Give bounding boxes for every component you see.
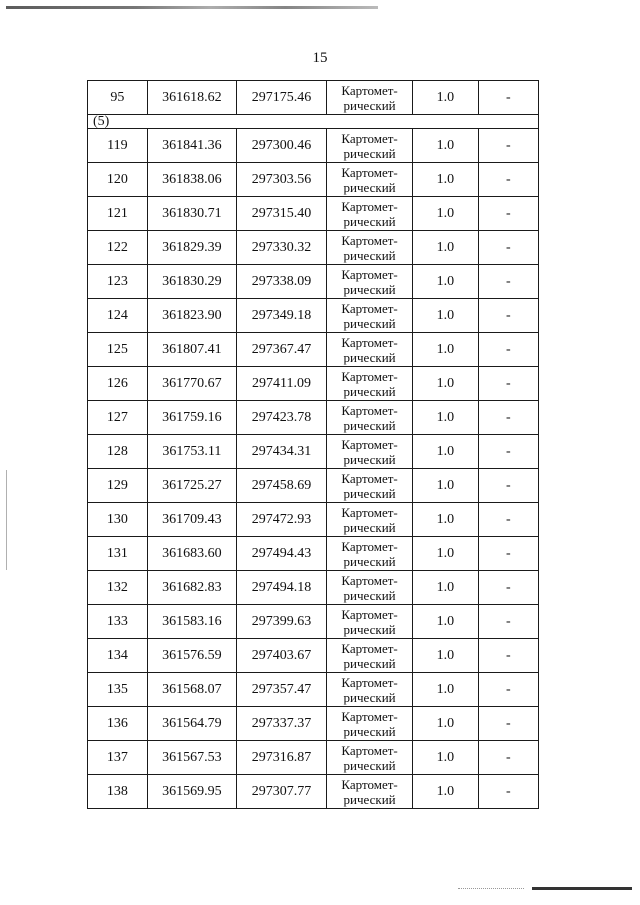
method-text-line-1: Картомет- — [341, 572, 398, 588]
method-text-line-2: рический — [343, 281, 396, 297]
x-coordinate-cell: 361568.07 — [147, 673, 236, 707]
x-coordinate-cell: 361838.06 — [147, 163, 236, 197]
table-row — [88, 639, 539, 673]
x-coordinate-cell: 361830.71 — [147, 197, 236, 231]
method-text-line-2: рический — [343, 315, 396, 331]
description-cell: - — [478, 231, 538, 265]
table-row — [88, 537, 539, 571]
table-row — [88, 299, 539, 333]
point-number-cell: 119 — [88, 129, 148, 163]
x-coordinate-cell: 361841.36 — [147, 129, 236, 163]
point-number-cell: 123 — [88, 265, 148, 299]
y-coordinate-cell: 297315.40 — [236, 197, 326, 231]
table-row — [88, 163, 539, 197]
method-text-line-2: рический — [343, 723, 396, 739]
point-number-cell: 124 — [88, 299, 148, 333]
y-coordinate-cell: 297403.67 — [236, 639, 326, 673]
point-number-cell: 95 — [88, 81, 148, 115]
method-text-line-2: рический — [343, 587, 396, 603]
point-number-cell: 137 — [88, 741, 148, 775]
method-text-line-2: рический — [343, 553, 396, 569]
x-coordinate-cell: 361576.59 — [147, 639, 236, 673]
method-text-line-1: Картомет- — [341, 470, 398, 486]
page-number: 15 — [312, 50, 328, 66]
description-cell: - — [478, 775, 538, 809]
method-text-line-1: Картомет- — [341, 674, 398, 690]
table-row — [88, 707, 539, 741]
method-text-line-2: рический — [343, 451, 396, 467]
accuracy-cell: 1.0 — [413, 367, 479, 401]
x-coordinate-cell: 361830.29 — [147, 265, 236, 299]
method-text-line-1: Картомет- — [341, 198, 398, 214]
y-coordinate-cell: 297494.43 — [236, 537, 326, 571]
description-cell: - — [478, 741, 538, 775]
method-text-line-2: рический — [343, 179, 396, 195]
description-cell: - — [478, 367, 538, 401]
method-cell — [327, 673, 413, 707]
accuracy-cell: 1.0 — [413, 197, 479, 231]
accuracy-cell: 1.0 — [413, 775, 479, 809]
method-cell — [327, 503, 413, 537]
point-number-cell: 126 — [88, 367, 148, 401]
description-cell: - — [478, 299, 538, 333]
method-text-line-1: Картомет- — [341, 368, 398, 384]
accuracy-cell: 1.0 — [413, 673, 479, 707]
table-row — [88, 469, 539, 503]
method-text-line-1: Картомет- — [341, 334, 398, 350]
description-cell: - — [478, 639, 538, 673]
description-cell: - — [478, 707, 538, 741]
y-coordinate-cell: 297175.46 — [236, 81, 326, 115]
x-coordinate-cell: 361564.79 — [147, 707, 236, 741]
method-text-line-2: рический — [343, 655, 396, 671]
coordinates-table-body — [88, 81, 539, 809]
method-text-line-2: рический — [343, 689, 396, 705]
method-cell — [327, 81, 413, 115]
method-cell — [327, 741, 413, 775]
table-row — [88, 571, 539, 605]
method-cell — [327, 163, 413, 197]
x-coordinate-cell: 361567.53 — [147, 741, 236, 775]
y-coordinate-cell: 297494.18 — [236, 571, 326, 605]
y-coordinate-cell: 297357.47 — [236, 673, 326, 707]
table-row — [88, 503, 539, 537]
description-cell: - — [478, 435, 538, 469]
y-coordinate-cell: 297338.09 — [236, 265, 326, 299]
accuracy-cell: 1.0 — [413, 401, 479, 435]
point-number-cell: 128 — [88, 435, 148, 469]
table-row — [88, 231, 539, 265]
method-text-line-2: рический — [343, 417, 396, 433]
point-number-cell: 134 — [88, 639, 148, 673]
method-cell — [327, 537, 413, 571]
scan-artifact-top — [6, 6, 378, 9]
method-text-line-2: рический — [343, 791, 396, 807]
x-coordinate-cell: 361569.95 — [147, 775, 236, 809]
method-text-line-2: рический — [343, 621, 396, 637]
method-cell — [327, 129, 413, 163]
method-cell — [327, 299, 413, 333]
method-text-line-1: Картомет- — [341, 300, 398, 316]
x-coordinate-cell: 361823.90 — [147, 299, 236, 333]
point-number-cell: 131 — [88, 537, 148, 571]
point-number-cell: 133 — [88, 605, 148, 639]
x-coordinate-cell: 361753.11 — [147, 435, 236, 469]
method-text-line-1: Картомет- — [341, 266, 398, 282]
method-cell — [327, 775, 413, 809]
point-number-cell: 135 — [88, 673, 148, 707]
x-coordinate-cell: 361583.16 — [147, 605, 236, 639]
accuracy-cell: 1.0 — [413, 81, 479, 115]
table-row — [88, 673, 539, 707]
accuracy-cell: 1.0 — [413, 231, 479, 265]
y-coordinate-cell: 297337.37 — [236, 707, 326, 741]
description-cell: - — [478, 401, 538, 435]
method-text-line-1: Картомет- — [341, 504, 398, 520]
x-coordinate-cell: 361807.41 — [147, 333, 236, 367]
accuracy-cell: 1.0 — [413, 605, 479, 639]
method-cell — [327, 367, 413, 401]
method-text-line-1: Картомет- — [341, 402, 398, 418]
method-text-line-2: рический — [343, 349, 396, 365]
scan-artifact-bottom-dots — [458, 888, 524, 890]
table-row — [88, 197, 539, 231]
method-cell — [327, 231, 413, 265]
accuracy-cell: 1.0 — [413, 299, 479, 333]
y-coordinate-cell: 297307.77 — [236, 775, 326, 809]
y-coordinate-cell: 297367.47 — [236, 333, 326, 367]
method-text-line-1: Картомет- — [341, 776, 398, 792]
table-row — [88, 265, 539, 299]
method-text-line-1: Картомет- — [341, 742, 398, 758]
accuracy-cell: 1.0 — [413, 639, 479, 673]
method-text-line-2: рический — [343, 519, 396, 535]
description-cell: - — [478, 571, 538, 605]
description-cell: - — [478, 333, 538, 367]
method-cell — [327, 707, 413, 741]
x-coordinate-cell: 361759.16 — [147, 401, 236, 435]
accuracy-cell: 1.0 — [413, 129, 479, 163]
method-text-line-2: рический — [343, 383, 396, 399]
description-cell: - — [478, 673, 538, 707]
method-cell — [327, 605, 413, 639]
method-cell — [327, 265, 413, 299]
description-cell: - — [478, 537, 538, 571]
table-row — [88, 129, 539, 163]
method-cell — [327, 333, 413, 367]
group-label-row — [88, 115, 539, 129]
method-cell — [327, 639, 413, 673]
accuracy-cell: 1.0 — [413, 435, 479, 469]
method-text-line-1: Картомет- — [341, 436, 398, 452]
table-row — [88, 401, 539, 435]
point-number-cell: 132 — [88, 571, 148, 605]
method-text-line-2: рический — [343, 213, 396, 229]
description-cell: - — [478, 163, 538, 197]
method-text-line-1: Картомет- — [341, 130, 398, 146]
method-text-line-2: рический — [343, 247, 396, 263]
x-coordinate-cell: 361618.62 — [147, 81, 236, 115]
method-text-line-1: Картомет- — [341, 708, 398, 724]
point-number-cell: 121 — [88, 197, 148, 231]
point-number-cell: 120 — [88, 163, 148, 197]
accuracy-cell: 1.0 — [413, 571, 479, 605]
method-cell — [327, 469, 413, 503]
y-coordinate-cell: 297303.56 — [236, 163, 326, 197]
x-coordinate-cell: 361725.27 — [147, 469, 236, 503]
coordinates-table — [87, 80, 539, 809]
method-text-line-2: рический — [343, 97, 396, 113]
method-cell — [327, 197, 413, 231]
x-coordinate-cell: 361770.67 — [147, 367, 236, 401]
point-number-cell: 127 — [88, 401, 148, 435]
accuracy-cell: 1.0 — [413, 741, 479, 775]
description-cell: - — [478, 265, 538, 299]
x-coordinate-cell: 361683.60 — [147, 537, 236, 571]
method-text-line-2: рический — [343, 757, 396, 773]
accuracy-cell: 1.0 — [413, 469, 479, 503]
method-text-line-1: Картомет- — [341, 640, 398, 656]
description-cell: - — [478, 503, 538, 537]
method-cell — [327, 571, 413, 605]
x-coordinate-cell: 361829.39 — [147, 231, 236, 265]
table-row — [88, 81, 539, 115]
point-number-cell: 136 — [88, 707, 148, 741]
y-coordinate-cell: 297434.31 — [236, 435, 326, 469]
table-row — [88, 367, 539, 401]
y-coordinate-cell: 297411.09 — [236, 367, 326, 401]
y-coordinate-cell: 297423.78 — [236, 401, 326, 435]
description-cell: - — [478, 197, 538, 231]
method-cell — [327, 435, 413, 469]
y-coordinate-cell: 297458.69 — [236, 469, 326, 503]
y-coordinate-cell: 297300.46 — [236, 129, 326, 163]
table-row — [88, 775, 539, 809]
scan-artifact-left — [6, 470, 7, 570]
x-coordinate-cell: 361682.83 — [147, 571, 236, 605]
table-row — [88, 435, 539, 469]
description-cell: - — [478, 81, 538, 115]
point-number-cell: 122 — [88, 231, 148, 265]
accuracy-cell: 1.0 — [413, 333, 479, 367]
y-coordinate-cell: 297349.18 — [236, 299, 326, 333]
y-coordinate-cell: 297399.63 — [236, 605, 326, 639]
method-text-line-1: Картомет- — [341, 82, 398, 98]
method-text-line-2: рический — [343, 145, 396, 161]
method-text-line-1: Картомет- — [341, 232, 398, 248]
point-number-cell: 125 — [88, 333, 148, 367]
method-text-line-1: Картомет- — [341, 538, 398, 554]
description-cell: - — [478, 129, 538, 163]
scan-artifact-bottom — [532, 887, 632, 890]
y-coordinate-cell: 297316.87 — [236, 741, 326, 775]
table-row — [88, 333, 539, 367]
method-cell — [327, 401, 413, 435]
point-number-cell: 138 — [88, 775, 148, 809]
method-text-line-2: рический — [343, 485, 396, 501]
description-cell: - — [478, 469, 538, 503]
point-number-cell: 130 — [88, 503, 148, 537]
method-text-line-1: Картомет- — [341, 164, 398, 180]
table-row — [88, 741, 539, 775]
description-cell: - — [478, 605, 538, 639]
accuracy-cell: 1.0 — [413, 265, 479, 299]
y-coordinate-cell: 297330.32 — [236, 231, 326, 265]
accuracy-cell: 1.0 — [413, 163, 479, 197]
x-coordinate-cell: 361709.43 — [147, 503, 236, 537]
point-number-cell: 129 — [88, 469, 148, 503]
accuracy-cell: 1.0 — [413, 707, 479, 741]
accuracy-cell: 1.0 — [413, 537, 479, 571]
table-row — [88, 605, 539, 639]
method-text-line-1: Картомет- — [341, 606, 398, 622]
y-coordinate-cell: 297472.93 — [236, 503, 326, 537]
accuracy-cell: 1.0 — [413, 503, 479, 537]
group-label: (5) — [88, 115, 539, 129]
